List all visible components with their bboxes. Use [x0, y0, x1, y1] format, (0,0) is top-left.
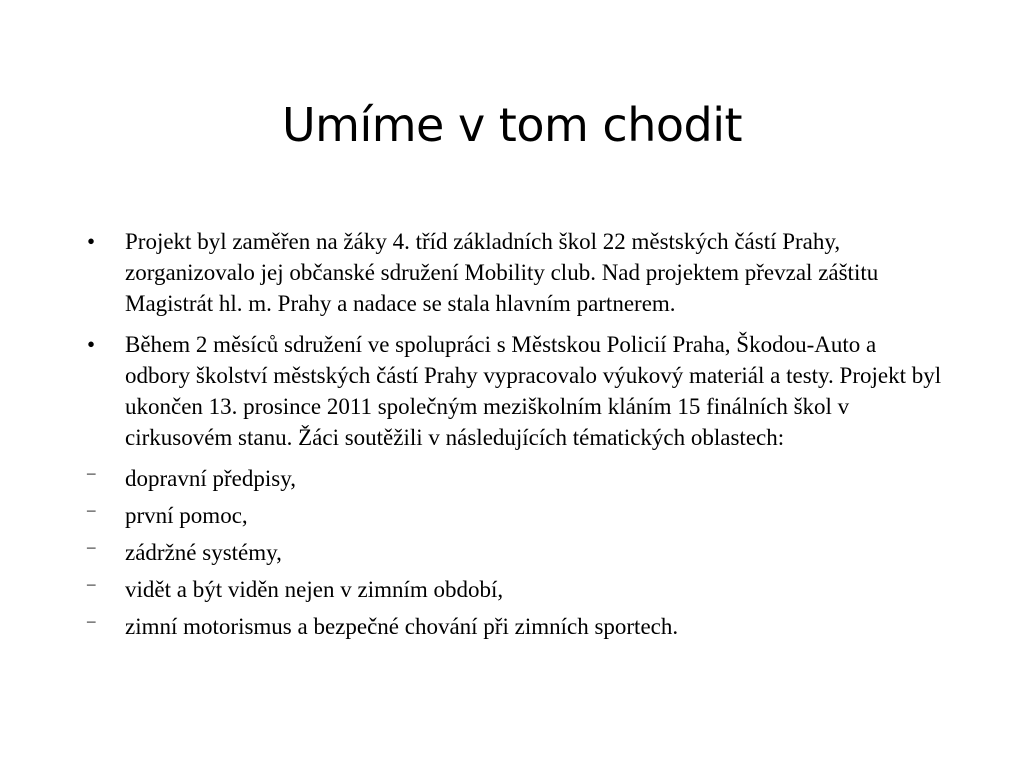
sub-list-item-text: zádržné systémy,	[125, 540, 282, 565]
sub-list-item-text: dopravní předpisy,	[125, 466, 296, 491]
bullet-marker: •	[87, 229, 96, 254]
sub-list-item-text: vidět a být viděn nejen v zimním období,	[125, 577, 504, 602]
sub-list-item	[0, 611, 1024, 642]
list-item-text: Během 2 měsíců sdružení ve spolupráci s Městskou Policií Praha, Škodou-Auto a odbory školství městských částí Prahy vypracovalo výukový materiál a testy. Projekt byl ukončen 13. prosince 2011 společným meziškolním kláním 15 finálních škol v cirkusovém stanu. Žáci soutěžili v následujících tématických oblastech:	[125, 332, 942, 450]
list-item	[0, 226, 1024, 319]
sub-list-item-text: zimní motorismus a bezpečné chování při zimních sportech.	[125, 614, 679, 639]
slide-title: Umíme v tom chodit	[281, 98, 743, 152]
dash-marker: –	[87, 574, 96, 593]
sub-list-item	[0, 500, 1024, 531]
bullet-list	[0, 226, 1024, 648]
list-item-text: Projekt byl zaměřen na žáky 4. tříd základních škol 22 městských částí Prahy, zorganizovalo jej občanské sdružení Mobility club. Nad projektem převzal záštitu Magistrát hl. m. Prahy a nadace se stala hlavním partnerem.	[125, 229, 879, 316]
sub-list-item-text: první pomoc,	[125, 503, 248, 528]
sub-list-item	[0, 574, 1024, 605]
sub-list-item	[0, 537, 1024, 568]
dash-marker: –	[87, 611, 96, 630]
sub-list-item	[0, 463, 1024, 494]
list-item	[0, 329, 1024, 453]
bullet-marker: •	[87, 332, 96, 357]
dash-marker: –	[87, 500, 96, 519]
dash-marker: –	[87, 463, 96, 482]
dash-marker: –	[87, 537, 96, 556]
